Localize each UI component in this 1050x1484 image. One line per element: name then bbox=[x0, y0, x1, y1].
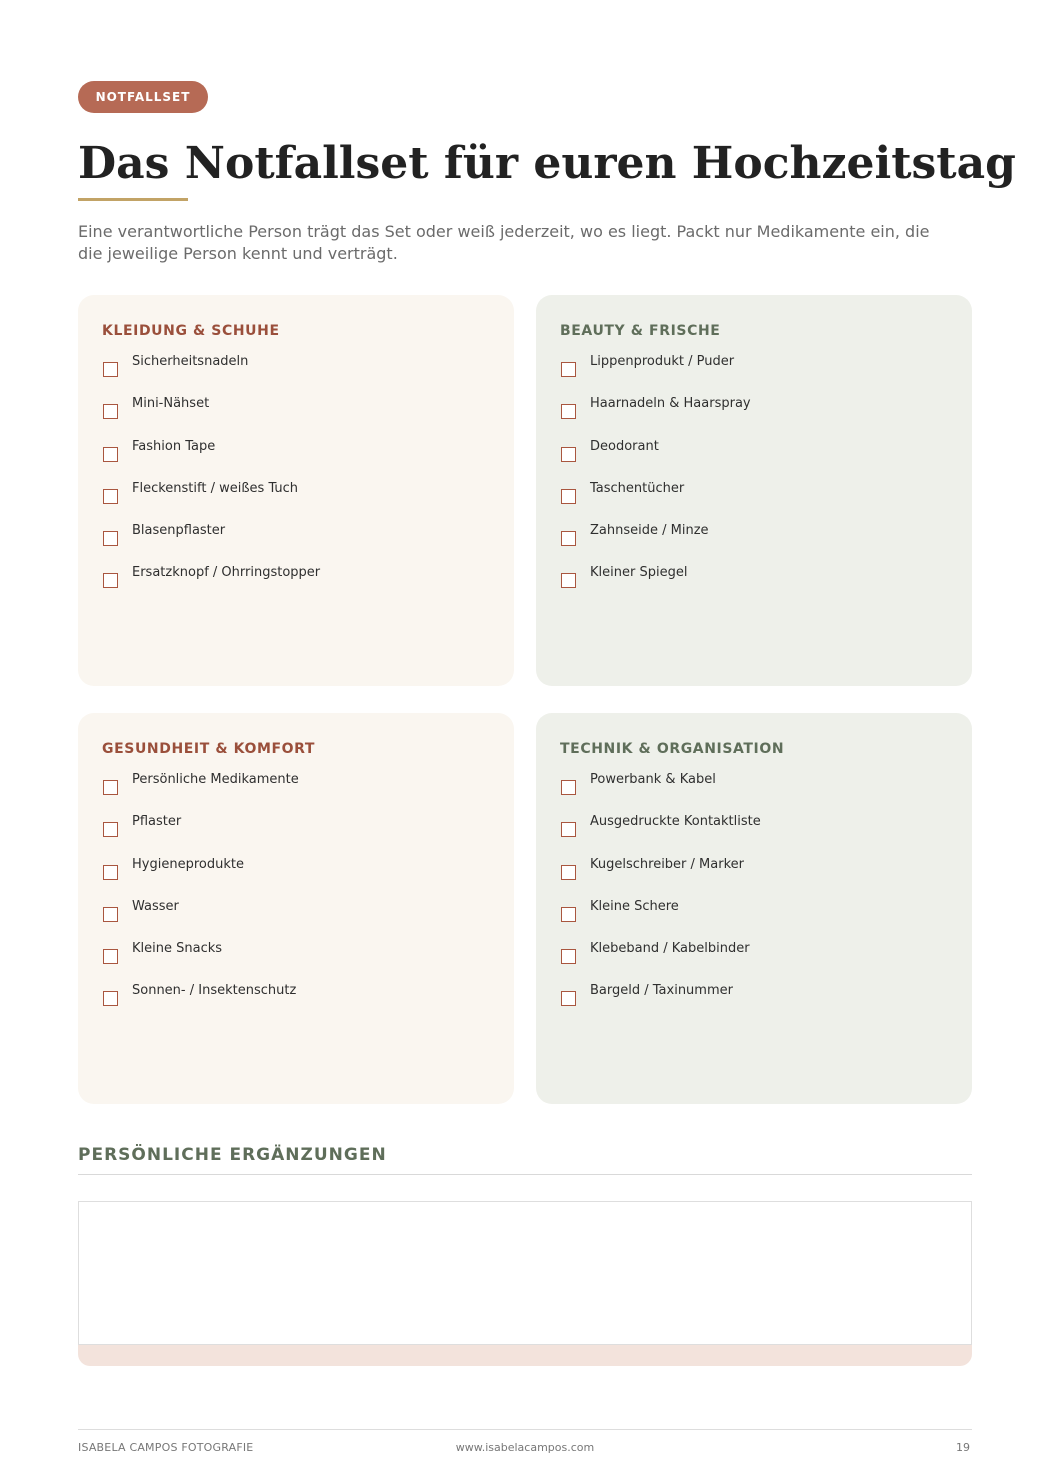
checklist-item[interactable] bbox=[560, 523, 948, 565]
checklist-item[interactable] bbox=[560, 857, 948, 899]
checkbox[interactable] bbox=[561, 447, 576, 462]
checklist-item[interactable] bbox=[102, 481, 490, 523]
card-gesundheit-komfort bbox=[78, 713, 514, 1104]
checklist-item-label: Powerbank & Kabel bbox=[590, 772, 716, 787]
checkbox[interactable] bbox=[561, 865, 576, 880]
checklist-item-label: Zahnseide / Minze bbox=[590, 523, 709, 539]
checkbox[interactable] bbox=[561, 404, 576, 419]
footer-divider bbox=[78, 1429, 972, 1430]
checklist-item[interactable] bbox=[102, 523, 490, 565]
checklist-item-label: Kleine Schere bbox=[590, 898, 679, 914]
checklist-item-label: Persönliche Medikamente bbox=[132, 772, 299, 787]
checklist-item[interactable] bbox=[102, 814, 490, 856]
section-badge: NOTFALLSET bbox=[78, 81, 208, 113]
checkbox[interactable] bbox=[103, 907, 118, 922]
page-number: 19 bbox=[956, 1441, 970, 1454]
checklist-item-label: Kugelschreiber / Marker bbox=[590, 856, 744, 872]
card-title: GESUNDHEIT & KOMFORT bbox=[102, 741, 316, 757]
checklist-item[interactable] bbox=[560, 941, 948, 983]
checklist-item-label: Kleiner Spiegel bbox=[590, 565, 688, 581]
checklist-item-label: Sicherheitsnadeln bbox=[132, 354, 249, 369]
checklist-item[interactable] bbox=[102, 899, 490, 941]
checklist-item[interactable] bbox=[102, 396, 490, 438]
card-kleidung-schuhe bbox=[78, 295, 514, 686]
checkbox[interactable] bbox=[103, 822, 118, 837]
checkbox[interactable] bbox=[561, 531, 576, 546]
card-title: KLEIDUNG & SCHUHE bbox=[102, 323, 280, 339]
footer-website: www.isabelacampos.com bbox=[455, 1441, 595, 1454]
checklist-item-label: Pflaster bbox=[132, 814, 182, 830]
checklist-item[interactable] bbox=[102, 941, 490, 983]
notes-section-title: PERSÖNLICHE ERGÄNZUNGEN bbox=[78, 1145, 387, 1165]
checkbox[interactable] bbox=[561, 907, 576, 922]
checkbox[interactable] bbox=[103, 949, 118, 964]
checkbox[interactable] bbox=[103, 531, 118, 546]
checklist-item-label: Fashion Tape bbox=[132, 438, 216, 454]
checklist-item[interactable] bbox=[560, 899, 948, 941]
checklist-item-label: Deodorant bbox=[590, 438, 659, 454]
footer-brand: ISABELA CAMPOS FOTOGRAFIE bbox=[78, 1441, 254, 1454]
checkbox[interactable] bbox=[103, 991, 118, 1006]
checklist-item[interactable] bbox=[560, 565, 948, 607]
checklist-item-label: Haarnadeln & Haarspray bbox=[590, 396, 751, 412]
checkbox[interactable] bbox=[103, 865, 118, 880]
notes-area[interactable] bbox=[78, 1201, 972, 1345]
checkbox[interactable] bbox=[561, 780, 576, 795]
checkbox[interactable] bbox=[561, 822, 576, 837]
card-title: BEAUTY & FRISCHE bbox=[560, 323, 721, 339]
checkbox[interactable] bbox=[561, 573, 576, 588]
checklist-item[interactable] bbox=[102, 565, 490, 607]
checklist-item-label: Fleckenstift / weißes Tuch bbox=[132, 480, 299, 496]
checkbox[interactable] bbox=[103, 362, 118, 377]
section-divider bbox=[78, 1174, 972, 1175]
checklist-item-label: Mini-Nähset bbox=[132, 396, 210, 412]
checklist-item[interactable] bbox=[560, 396, 948, 438]
checklist-item-label: Bargeld / Taxinummer bbox=[590, 983, 733, 999]
checklist-item[interactable] bbox=[560, 481, 948, 523]
checklist-item[interactable] bbox=[102, 439, 490, 481]
checklist-item-label: Kleine Snacks bbox=[132, 941, 223, 957]
checklist-item[interactable] bbox=[102, 857, 490, 899]
checklist-item-label: Ersatzknopf / Ohrringstopper bbox=[132, 565, 321, 581]
checkbox[interactable] bbox=[561, 362, 576, 377]
checklist-item[interactable] bbox=[102, 772, 490, 814]
checklist-item[interactable] bbox=[102, 983, 490, 1025]
intro-text: Eine verantwortliche Person trägt das Set oder weiß jederzeit, wo es liegt. Packt nur Medikamente ein, die die jeweilige Person kennt und verträgt. bbox=[78, 222, 930, 263]
page-title: Das Notfallset für euren Hochzeitstag bbox=[78, 138, 1016, 189]
card-title: TECHNIK & ORGANISATION bbox=[560, 741, 785, 757]
checklist-item-label: Sonnen- / Insektenschutz bbox=[132, 983, 297, 999]
checklist-item-label: Klebeband / Kabelbinder bbox=[590, 941, 750, 957]
page bbox=[78, 0, 1016, 1484]
checkbox[interactable] bbox=[103, 404, 118, 419]
checklist-item[interactable] bbox=[560, 772, 948, 814]
checklist-item[interactable] bbox=[560, 439, 948, 481]
checkbox[interactable] bbox=[103, 780, 118, 795]
checkbox[interactable] bbox=[103, 447, 118, 462]
checklist-item[interactable] bbox=[560, 814, 948, 856]
checkbox[interactable] bbox=[561, 949, 576, 964]
checklist-item-label: Blasenpflaster bbox=[132, 523, 226, 539]
checkbox[interactable] bbox=[103, 573, 118, 588]
checklist-item-label: Ausgedruckte Kontaktliste bbox=[590, 814, 761, 830]
title-underline bbox=[78, 198, 188, 201]
checkbox[interactable] bbox=[561, 991, 576, 1006]
card-technik-organisation bbox=[536, 713, 972, 1104]
checklist-item-label: Wasser bbox=[132, 898, 179, 914]
checklist-item-label: Lippenprodukt / Puder bbox=[590, 354, 735, 369]
checkbox[interactable] bbox=[103, 489, 118, 504]
checklist-item-label: Hygieneprodukte bbox=[132, 856, 244, 872]
checklist-item[interactable] bbox=[102, 354, 490, 396]
card-beauty-frische bbox=[536, 295, 972, 686]
checklist-item-label: Taschentücher bbox=[590, 480, 685, 496]
checkbox[interactable] bbox=[561, 489, 576, 504]
checklist-item[interactable] bbox=[560, 983, 948, 1025]
checklist-item[interactable] bbox=[560, 354, 948, 396]
